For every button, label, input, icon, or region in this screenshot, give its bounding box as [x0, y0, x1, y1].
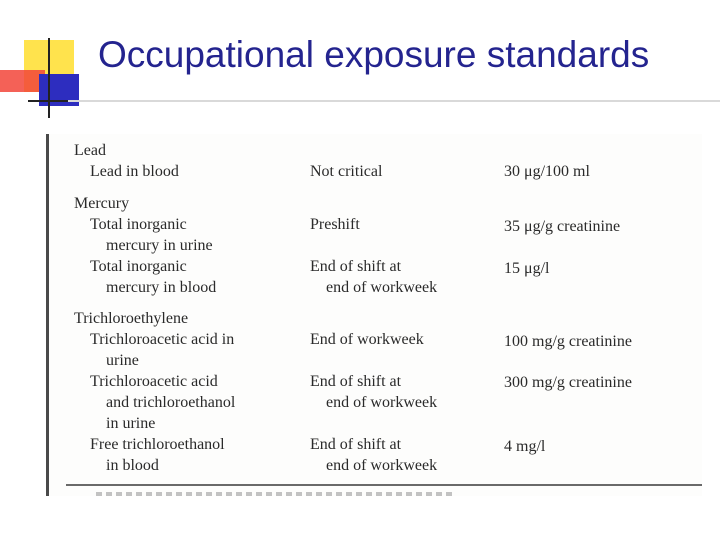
table-row-timing: Preshift [310, 216, 360, 233]
table-row-label: Total inorganic [90, 258, 187, 275]
table-row-label-cont: mercury in urine [106, 237, 213, 254]
decor-vertical-line [48, 38, 50, 118]
section-heading-lead: Lead [74, 142, 106, 159]
table-row-label: Lead in blood [90, 163, 179, 180]
exposure-table-scan [46, 134, 702, 496]
table-row-timing: End of shift at [310, 373, 402, 390]
table-row-label: Trichloroacetic acid in [90, 331, 235, 348]
title-underline [28, 100, 720, 102]
table-row-label: Total inorganic [90, 216, 187, 233]
table-row-value: 300 mg/g creatinine [504, 374, 632, 391]
table-row-value: 100 mg/g creatinine [504, 333, 632, 350]
cropped-footnote-remnant [96, 492, 456, 496]
table-row-timing-cont: end of workweek [326, 394, 438, 411]
table-row-label: Trichloroacetic acid [90, 373, 218, 390]
table-row-label: Free trichloroethanol [90, 436, 225, 453]
table-row-timing: End of shift at [310, 436, 402, 453]
table-row-value: 35 μg/g creatinine [504, 218, 621, 235]
table-row-value: 4 mg/l [504, 438, 546, 455]
table-row-label-cont: mercury in blood [106, 279, 217, 296]
slide-title: Occupational exposure standards [98, 34, 650, 75]
table-row-timing: Not critical [310, 163, 383, 180]
table-row-value: 30 μg/100 ml [504, 163, 590, 180]
section-heading-mercury: Mercury [74, 195, 130, 212]
table-row-label-cont: urine [106, 352, 139, 369]
table-row-timing-cont: end of workweek [326, 457, 438, 474]
scan-left-edge [46, 134, 49, 496]
table-row-timing-cont: end of workweek [326, 279, 438, 296]
table-row-label-cont: in urine [106, 415, 156, 432]
decor-underline-accent [28, 100, 68, 102]
table-row-label-cont: in blood [106, 457, 159, 474]
table-row-timing: End of workweek [310, 331, 424, 348]
table-bottom-rule [66, 484, 702, 486]
table-row-timing: End of shift at [310, 258, 402, 275]
table-row-label-cont: and trichloroethanol [106, 394, 236, 411]
section-heading-trichloroethylene: Trichloroethylene [74, 310, 189, 327]
table-row-value: 15 μg/l [504, 260, 550, 277]
